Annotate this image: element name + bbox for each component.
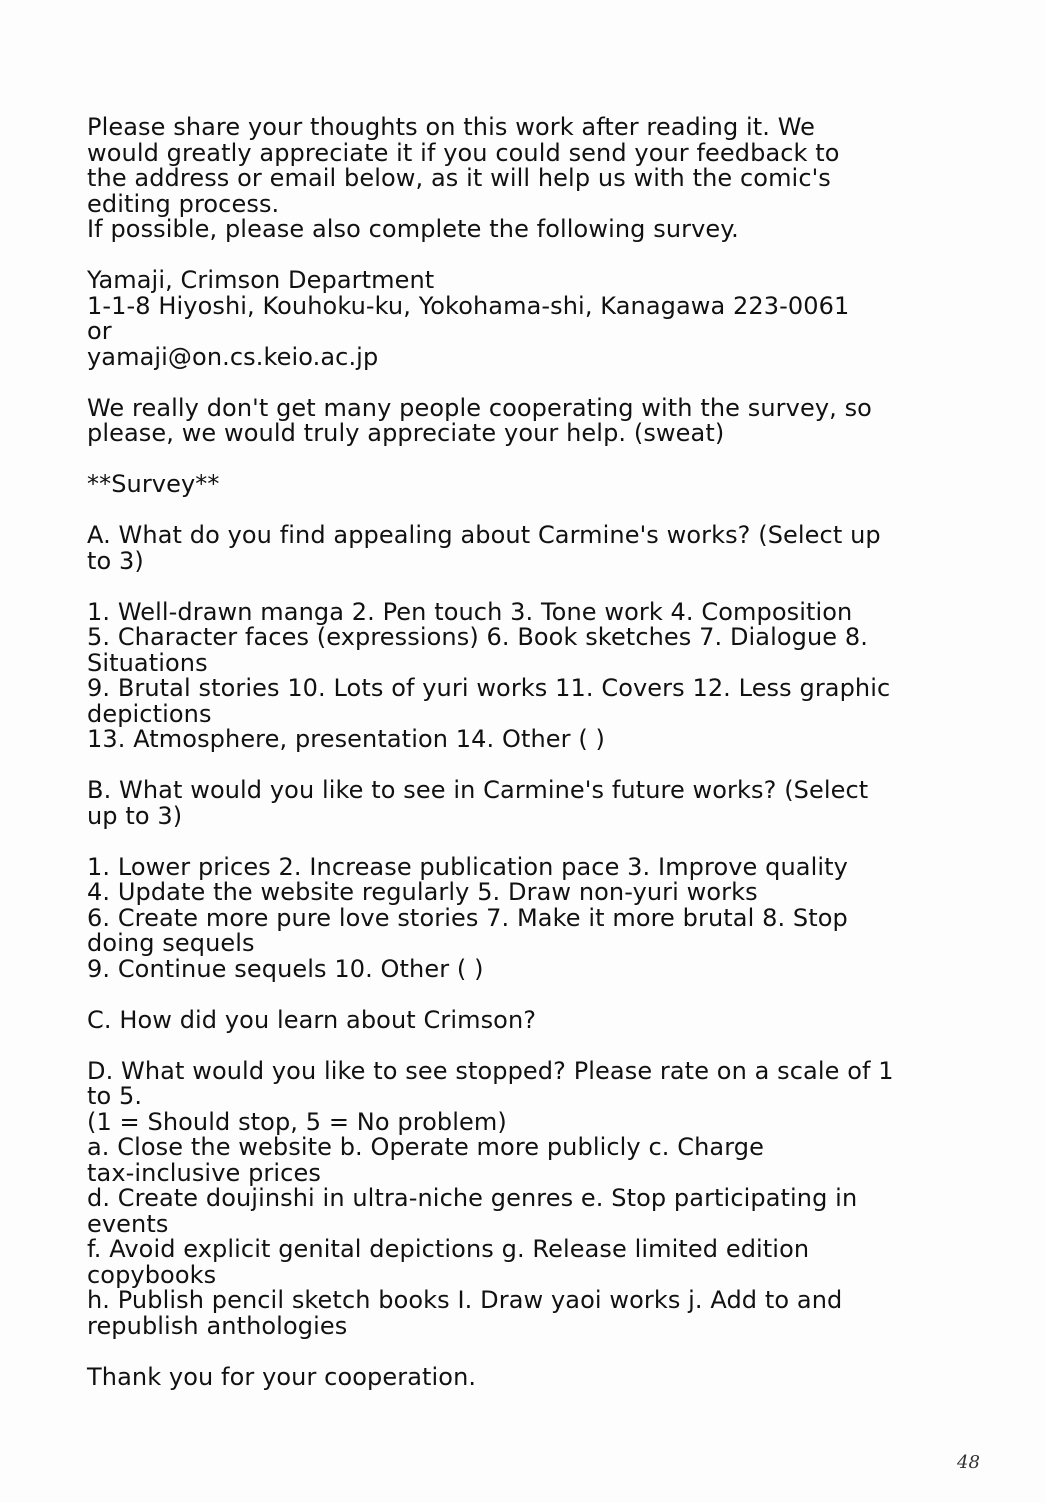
question-b-options: 9. Continue sequels 10. Other ( ) (87, 954, 484, 983)
blank-line (87, 753, 977, 779)
text-line: would greatly appreciate it if you could send your feedback to (87, 138, 840, 167)
question-d-options: republish anthologies (87, 1311, 348, 1340)
question-b-options: doing sequels (87, 929, 255, 957)
page-number: 48 (957, 1452, 980, 1473)
text-line: We really don't get many people cooperating with the survey, so (87, 393, 872, 422)
question-d-options: f. Avoid explicit genital depictions g. Release limited edition (87, 1235, 810, 1263)
blank-line (87, 498, 977, 524)
question-b-options: 6. Create more pure love stories 7. Make it more brutal 8. Stop (87, 903, 848, 932)
question-d: D. What would you like to see stopped? Please rate on a scale of 1 (87, 1056, 894, 1085)
blank-line (87, 574, 977, 600)
question-a-options: depictions (87, 699, 212, 728)
blank-line (87, 982, 977, 1008)
text-line: Please share your thoughts on this work after reading it. We (87, 113, 816, 141)
question-a-options: 9. Brutal stories 10. Lots of yuri works 11. Covers 12. Less graphic (87, 674, 891, 702)
question-d-options: d. Create doujinshi in ultra-niche genres e. Stop participating in (87, 1184, 858, 1212)
blank-line (87, 1339, 977, 1365)
question-d-options: tax-inclusive prices (87, 1158, 321, 1187)
question-a: to 3) (87, 546, 144, 575)
email-address: yamaji@on.cs.keio.ac.jp (87, 342, 379, 371)
address-street: 1-1-8 Hiyoshi, Kouhoku-ku, Yokohama-shi, Kanagawa 223-0061 (87, 291, 850, 320)
address-name: Yamaji, Crimson Department (87, 266, 435, 294)
question-a-options: 13. Atmosphere, presentation 14. Other ( ) (87, 725, 606, 753)
text-line: or (87, 317, 112, 345)
question-b: up to 3) (87, 801, 183, 830)
question-d-options: h. Publish pencil sketch books I. Draw yaoi works j. Add to and (87, 1286, 843, 1314)
blank-line (87, 447, 977, 473)
question-a: A. What do you find appealing about Carmine's works? (Select up (87, 521, 881, 549)
document-body (87, 115, 977, 1390)
question-d-options: copybooks (87, 1260, 217, 1289)
question-d-scale: (1 = Should stop, 5 = No problem) (87, 1107, 507, 1136)
question-a-options: 5. Character faces (expressions) 6. Book sketches 7. Dialogue 8. (87, 623, 868, 651)
survey-heading: **Survey** (87, 470, 220, 498)
closing-thanks: Thank you for your cooperation. (87, 1362, 477, 1391)
question-d-options: a. Close the website b. Operate more publicly c. Charge (87, 1133, 764, 1161)
question-c: C. How did you learn about Crimson? (87, 1005, 537, 1034)
text-line: editing process. (87, 189, 280, 218)
blank-line (87, 829, 977, 855)
question-a-options: Situations (87, 648, 208, 677)
question-d: to 5. (87, 1082, 143, 1110)
text-line: the address or email below, as it will help us with the comic's (87, 164, 831, 192)
text-line: If possible, please also complete the following survey. (87, 215, 739, 243)
question-a-options: 1. Well-drawn manga 2. Pen touch 3. Tone work 4. Composition (87, 597, 853, 626)
blank-line (87, 243, 977, 269)
text-line: please, we would truly appreciate your help. (sweat) (87, 419, 725, 447)
question-d-options: events (87, 1209, 169, 1238)
question-b-options: 4. Update the website regularly 5. Draw non-yuri works (87, 878, 758, 906)
question-b: B. What would you like to see in Carmine's future works? (Select (87, 776, 869, 804)
blank-line (87, 370, 977, 396)
blank-line (87, 1033, 977, 1059)
question-b-options: 1. Lower prices 2. Increase publication pace 3. Improve quality (87, 852, 848, 881)
